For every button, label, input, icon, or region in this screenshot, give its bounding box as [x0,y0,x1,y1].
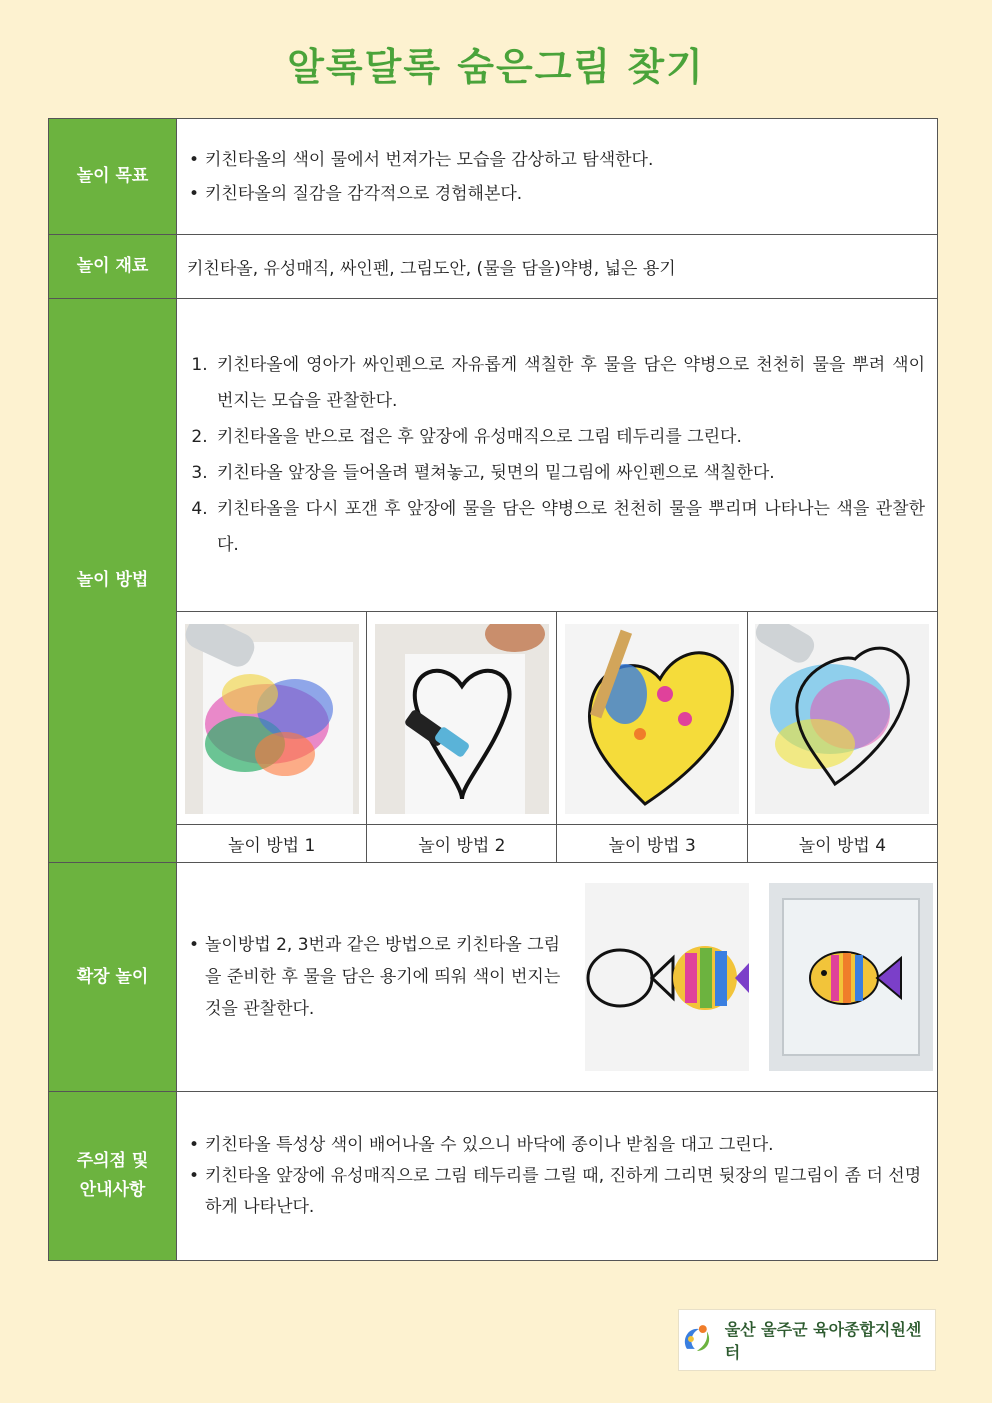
method-photo-4 [755,624,929,814]
goal-list [177,143,937,211]
method-photo-cell-1 [177,612,367,825]
extension-box [177,883,937,1071]
extension-photo-1 [585,883,749,1071]
caution-row [49,1092,938,1261]
center-logo-text: 울산 울주군 육아종합지원센터 [724,1320,922,1362]
method-caption-2: 놀이 방법 2 [367,825,557,863]
extension-label: 확장 놀이 [49,863,177,1092]
caution-label [49,1092,177,1261]
method-photo-2 [375,624,549,814]
caution-label-line1: 주의점 및 [76,1151,149,1172]
method-photo-cell-3 [557,612,747,825]
center-logo-icon [679,1321,717,1359]
extension-list [177,929,577,1025]
method-step: 2. 키친타올을 반으로 접은 후 앞장에 유성매직으로 그림 테두리를 그린다. [213,419,925,455]
method-photo-1 [185,624,359,814]
caution-item: • 키친타올 특성상 색이 배어나올 수 있으니 바닥에 종이나 받침을 대고 그린다. [205,1130,925,1161]
materials-row [49,235,938,299]
activity-table [48,118,938,1261]
method-photo-3 [565,624,739,814]
method-step: 4. 키친타올을 다시 포갠 후 앞장에 물을 담은 약병으로 천천히 물을 뿌리며 나타나는 색을 관찰한다. [213,491,925,563]
goal-item: • 키친타올의 질감을 감각적으로 경험해본다. [205,177,925,211]
method-label: 놀이 방법 [49,299,177,863]
extension-photo-2 [769,883,933,1071]
method-step: 1. 키친타올에 영아가 싸인펜으로 자유롭게 색칠한 후 물을 담은 약병으로 천천히 물을 뿌려 색이 번지는 모습을 관찰한다. [213,347,925,419]
extension-text-box [177,929,577,1025]
extension-item: • 놀이방법 2, 3번과 같은 방법으로 키친타올 그림을 준비한 후 물을 담은 용기에 띄워 색이 번지는 것을 관찰한다. [205,929,565,1025]
materials-text: 키친타올, 유성매직, 싸인펜, 그림도안, (물을 담을)약병, 넓은 용기 [177,235,938,299]
method-step: 3. 키친타올 앞장을 들어올려 펼쳐놓고, 뒷면의 밑그림에 싸인펜으로 색칠한다. [213,455,925,491]
extension-row [49,863,938,1092]
method-row [49,299,938,863]
caution-cell [177,1092,938,1261]
goal-item: • 키친타올의 색이 물에서 번져가는 모습을 감상하고 탐색한다. [205,143,925,177]
goal-row [49,119,938,235]
page-title: 알록달록 숨은그림 찾기 [287,45,705,89]
caution-list [177,1130,937,1223]
method-photos [177,611,937,862]
method-caption-4: 놀이 방법 4 [747,825,937,863]
caution-label-line2: 안내사항 [79,1180,146,1200]
method-photo-cell-2 [367,612,557,825]
method-caption-3: 놀이 방법 3 [557,825,747,863]
goal-label: 놀이 목표 [49,119,177,235]
method-steps-box [177,299,937,611]
extension-cell [177,863,938,1092]
center-logo [678,1309,936,1371]
method-photo-cell-4 [747,612,937,825]
materials-label: 놀이 재료 [49,235,177,299]
method-cell [177,299,938,863]
method-caption-1: 놀이 방법 1 [177,825,367,863]
caution-item: • 키친타올 앞장에 유성매직으로 그림 테두리를 그릴 때, 진하게 그리면 뒷장의 밑그림이 좀 더 선명하게 나타난다. [205,1161,925,1223]
method-steps [177,347,937,563]
goal-cell [177,119,938,235]
